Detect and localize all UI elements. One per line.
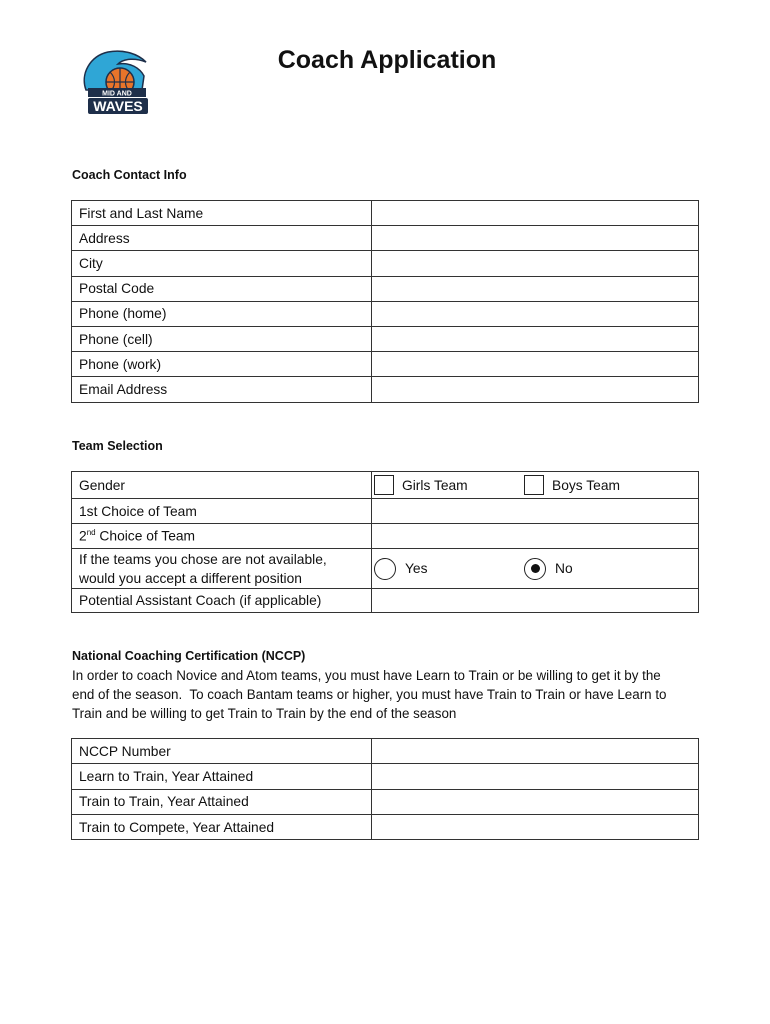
- logo-text-bottom: WAVES: [93, 98, 143, 114]
- team-section-heading: Team Selection: [72, 439, 163, 453]
- nccp-description-line-3: Train and be willing to get Train to Train by the end of the season: [72, 706, 457, 721]
- boys-team-option[interactable]: [524, 472, 620, 498]
- address-field[interactable]: [372, 226, 699, 251]
- first-and-last-name-field[interactable]: [372, 201, 699, 226]
- first-and-last-name-label: First and Last Name: [72, 201, 372, 226]
- second-choice-label: [72, 524, 372, 549]
- nccp-table: [71, 738, 699, 840]
- girls-team-option[interactable]: [374, 472, 468, 498]
- gender-options-cell: [372, 472, 699, 499]
- accept-other-row: [72, 549, 699, 589]
- train-to-compete-year-attained-label: Train to Compete, Year Attained: [72, 814, 372, 839]
- no-radio-selected-dot: [531, 564, 540, 573]
- nccp-number-field[interactable]: [372, 739, 699, 764]
- logo-text-top: MID AND: [102, 90, 132, 98]
- second-choice-number: 2: [79, 528, 87, 544]
- city-label: City: [72, 251, 372, 276]
- contact-row: [72, 226, 699, 251]
- no-label: No: [555, 561, 573, 576]
- postal-code-label: Postal Code: [72, 276, 372, 301]
- address-label: Address: [72, 226, 372, 251]
- assistant-coach-field[interactable]: [372, 589, 699, 613]
- phone-cell-field[interactable]: [372, 326, 699, 351]
- assistant-coach-label: Potential Assistant Coach (if applicable): [72, 589, 372, 613]
- second-choice-field[interactable]: [372, 524, 699, 549]
- boys-team-checkbox[interactable]: [524, 475, 544, 495]
- gender-row: [72, 472, 699, 499]
- contact-row: [72, 276, 699, 301]
- contact-info-table: [71, 200, 699, 403]
- girls-team-checkbox[interactable]: [374, 475, 394, 495]
- learn-to-train-year-attained-label: Learn to Train, Year Attained: [72, 764, 372, 789]
- contact-row: [72, 377, 699, 402]
- no-option[interactable]: [524, 549, 573, 588]
- nccp-description: [72, 666, 702, 723]
- nccp-number-label: NCCP Number: [72, 739, 372, 764]
- page-title: Coach Application: [277, 46, 497, 74]
- yes-option[interactable]: [374, 549, 428, 588]
- first-choice-field[interactable]: [372, 499, 699, 524]
- no-radio[interactable]: [524, 558, 546, 580]
- contact-row: [72, 201, 699, 226]
- contact-row: [72, 301, 699, 326]
- city-field[interactable]: [372, 251, 699, 276]
- assistant-coach-row: [72, 589, 699, 613]
- phone-work-label: Phone (work): [72, 352, 372, 377]
- email-address-label: Email Address: [72, 377, 372, 402]
- first-choice-row: [72, 499, 699, 524]
- yes-radio[interactable]: [374, 558, 396, 580]
- phone-work-field[interactable]: [372, 352, 699, 377]
- postal-code-field[interactable]: [372, 276, 699, 301]
- accept-other-options-cell: [372, 549, 699, 589]
- accept-other-line-2: would you accept a different position: [79, 570, 302, 586]
- accept-other-label: [72, 549, 372, 589]
- nccp-section-heading: National Coaching Certification (NCCP): [72, 649, 306, 663]
- second-choice-text: Choice of Team: [95, 528, 196, 544]
- nccp-description-line-2: end of the season. To coach Bantam teams or higher, you must have Train to Train or have Learn to: [72, 687, 667, 702]
- contact-row: [72, 251, 699, 276]
- nccp-row: [72, 814, 699, 839]
- nccp-row: [72, 764, 699, 789]
- boys-team-label: Boys Team: [552, 477, 620, 493]
- gender-label: Gender: [72, 472, 372, 499]
- train-to-train-year-attained-field[interactable]: [372, 789, 699, 814]
- girls-team-label: Girls Team: [402, 477, 468, 493]
- second-choice-suffix: nd: [86, 528, 96, 538]
- first-choice-label: 1st Choice of Team: [72, 499, 372, 524]
- contact-row: [72, 326, 699, 351]
- train-to-train-year-attained-label: Train to Train, Year Attained: [72, 789, 372, 814]
- accept-other-line-1: If the teams you chose are not available,: [79, 551, 327, 567]
- nccp-row: [72, 789, 699, 814]
- contact-section-heading: Coach Contact Info: [72, 168, 187, 182]
- learn-to-train-year-attained-field[interactable]: [372, 764, 699, 789]
- second-choice-row: [72, 524, 699, 549]
- train-to-compete-year-attained-field[interactable]: [372, 814, 699, 839]
- team-selection-table: [71, 471, 699, 613]
- yes-label: Yes: [405, 561, 428, 576]
- nccp-description-line-1: In order to coach Novice and Atom teams, you must have Learn to Train or be willing to get it by the: [72, 668, 661, 683]
- contact-row: [72, 352, 699, 377]
- email-address-field[interactable]: [372, 377, 699, 402]
- phone-home-field[interactable]: [372, 301, 699, 326]
- phone-home-label: Phone (home): [72, 301, 372, 326]
- phone-cell-label: Phone (cell): [72, 326, 372, 351]
- nccp-row: [72, 739, 699, 764]
